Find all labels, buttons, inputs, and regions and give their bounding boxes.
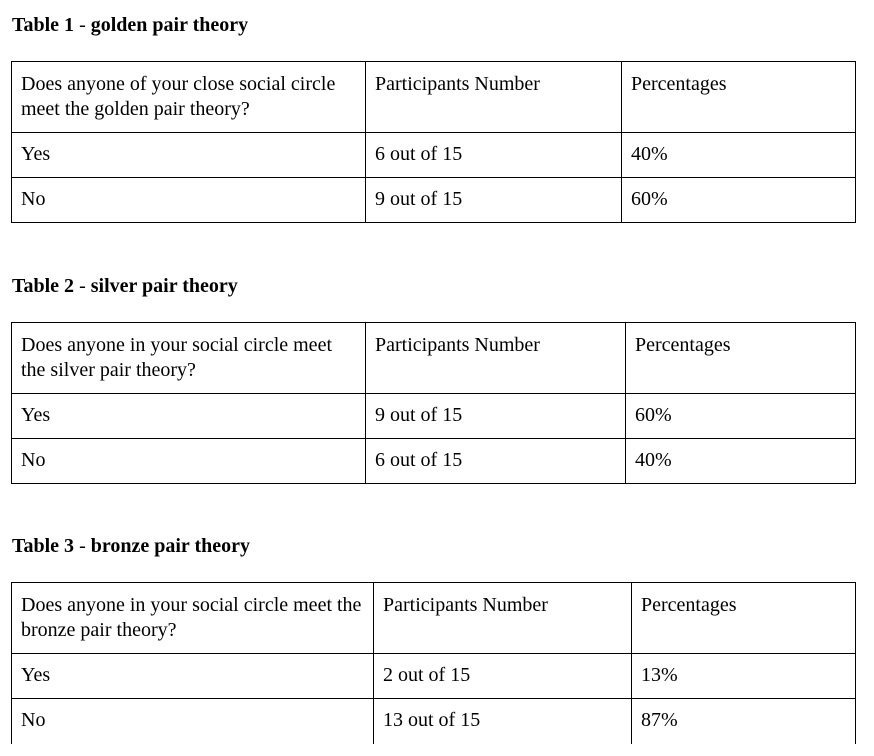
table-2 [11, 322, 856, 484]
table-1 [11, 61, 856, 223]
table-2-header-row [12, 323, 856, 394]
table-1-percentage-yes: 40% [622, 133, 856, 178]
table-2-header-question: Does anyone in your social circle meet the silver pair theory? [12, 323, 366, 394]
table-row [12, 654, 856, 699]
table-2-caption-separator: - [74, 275, 91, 297]
table-1-percentage-no: 60% [622, 178, 856, 223]
table-2-percentage-yes: 60% [626, 394, 856, 439]
table-1-caption-title: golden pair theory [90, 14, 249, 36]
table-1-participants-yes: 6 out of 15 [366, 133, 622, 178]
table-1-caption-separator: - [74, 14, 91, 36]
table-2-header-percentages: Percentages [626, 323, 856, 394]
table-2-caption-title: silver pair theory [90, 275, 238, 297]
table-1-header-question: Does anyone of your close social circle meet the golden pair theory? [12, 62, 366, 133]
table-3-percentage-no: 87% [632, 699, 856, 744]
table-3-header-percentages: Percentages [632, 583, 856, 654]
table-3-caption-separator: - [74, 535, 91, 557]
table-3-answer-no: No [12, 699, 374, 744]
table-3-header-question: Does anyone in your social circle meet the bronze pair theory? [12, 583, 374, 654]
table-1-caption [12, 13, 248, 37]
table-1-caption-label: Table 1 [12, 14, 75, 36]
table-1-header-percentages: Percentages [622, 62, 856, 133]
table-1-answer-yes: Yes [12, 133, 366, 178]
table-row [12, 439, 856, 484]
table-row [12, 394, 856, 439]
table-3-header-participants: Participants Number [374, 583, 632, 654]
table-2-answer-yes: Yes [12, 394, 366, 439]
table-2-answer-no: No [12, 439, 366, 484]
table-3-answer-yes: Yes [12, 654, 374, 699]
table-3-caption-title: bronze pair theory [90, 535, 250, 557]
table-3-participants-no: 13 out of 15 [374, 699, 632, 744]
table-2-percentage-no: 40% [626, 439, 856, 484]
table-3 [11, 582, 856, 744]
table-3-participants-yes: 2 out of 15 [374, 654, 632, 699]
table-1-header-participants: Participants Number [366, 62, 622, 133]
table-3-header-row [12, 583, 856, 654]
table-3-caption [12, 534, 250, 558]
table-3-percentage-yes: 13% [632, 654, 856, 699]
table-2-participants-no: 6 out of 15 [366, 439, 626, 484]
table-row [12, 133, 856, 178]
table-2-caption-label: Table 2 [12, 275, 75, 297]
table-3-caption-label: Table 3 [12, 535, 75, 557]
table-row [12, 699, 856, 744]
table-row [12, 178, 856, 223]
table-1-participants-no: 9 out of 15 [366, 178, 622, 223]
table-1-answer-no: No [12, 178, 366, 223]
table-2-header-participants: Participants Number [366, 323, 626, 394]
table-2-caption [12, 274, 238, 298]
table-2-participants-yes: 9 out of 15 [366, 394, 626, 439]
table-1-header-row [12, 62, 856, 133]
